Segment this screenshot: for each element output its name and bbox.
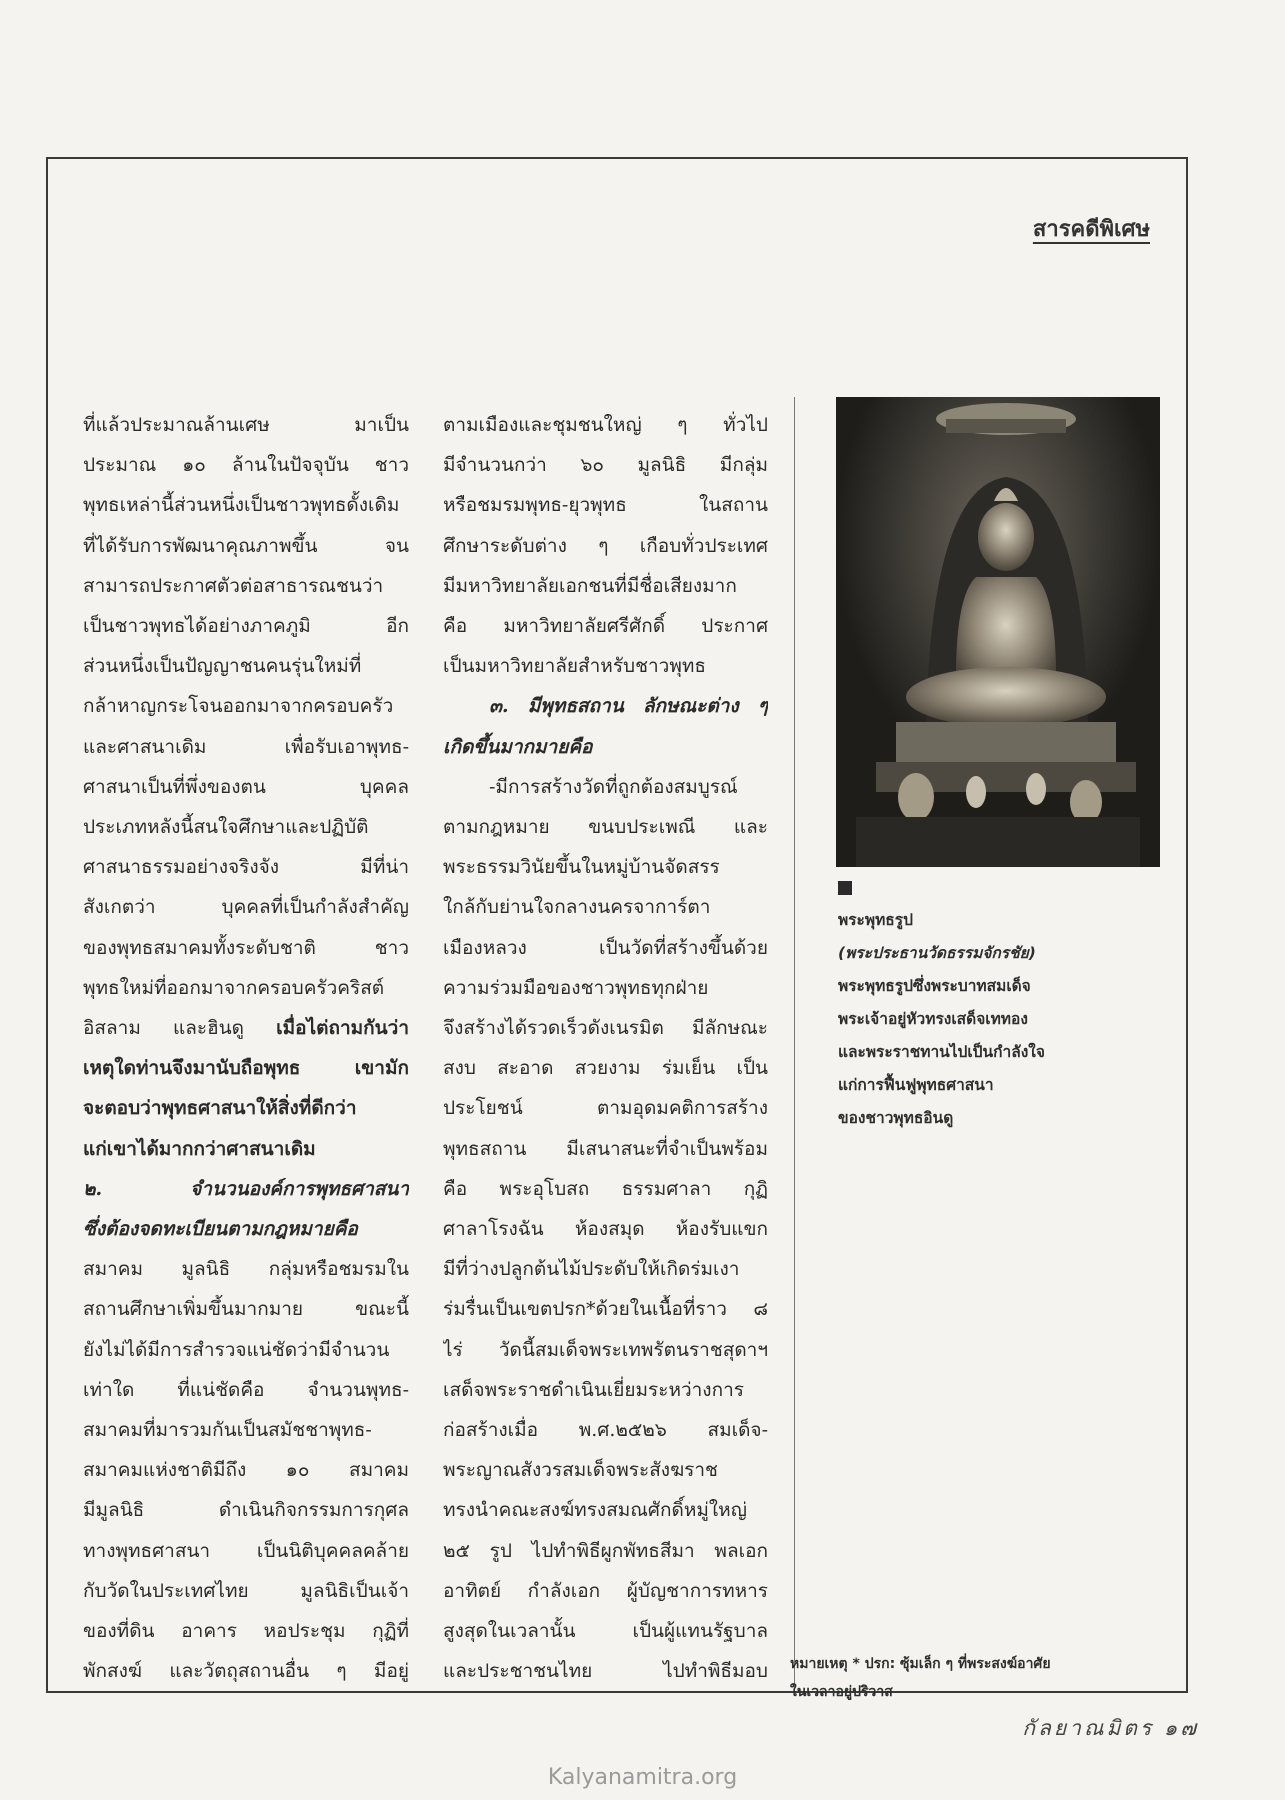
caption-line: ของชาวพุทธอินดู xyxy=(838,1109,954,1127)
text-line: ตามเมืองและชุมชนใหญ่ ๆ ทั่วไป xyxy=(443,414,768,436)
caption-line: แก่การฟื้นฟูพุทธศาสนา xyxy=(838,1076,994,1094)
text-line: ที่แล้วประมาณล้านเศษ มาเป็น xyxy=(83,414,409,436)
section-label: สารคดีพิเศษ xyxy=(1032,217,1150,242)
text-line: พระญาณสังวรสมเด็จพระสังฆราช xyxy=(443,1459,718,1482)
text-line: พุทธใหม่ที่ออกมาจากครอบครัวคริสต์ xyxy=(83,976,385,999)
footnote-line: หมายเหตุ * ปรก: ซุ้มเล็ก ๆ ที่พระสงฆ์อาศัย xyxy=(790,1656,1051,1672)
text-line: สมาคมที่มารวมกันเป็นสมัชชาพุทธ- xyxy=(83,1419,372,1442)
text-line: มีมหาวิทยาลัยเอกชนที่มีชื่อเสียงมาก xyxy=(443,574,737,597)
text-line: สมาคม มูลนิธิ กลุ่มหรือชมรมใน xyxy=(83,1258,409,1281)
text-line: สูงสุดในเวลานั้น เป็นผู้แทนรัฐบาล xyxy=(443,1620,768,1643)
text-line: มีที่ว่างปลูกต้นไม้ประดับให้เกิดร่มเงา xyxy=(443,1258,740,1281)
footnote-line: ในเวลาอยู่ปริวาส xyxy=(790,1684,893,1700)
text-run-bold: เมื่อไต่ถามกันว่า xyxy=(276,1017,409,1040)
text-line: และประชาชนไทย ไปทำพิธีมอบ xyxy=(443,1660,768,1683)
text-line: สงบ สะอาด สวยงาม ร่มเย็น เป็น xyxy=(443,1057,768,1080)
text-run: อิสลาม และฮินดู xyxy=(83,1017,277,1040)
text-line: สามารถประกาศตัวต่อสาธารณชนว่า xyxy=(83,574,384,597)
text-line: เมืองหลวง เป็นวัดที่สร้างขึ้นด้วย xyxy=(443,936,768,959)
text-line: เท่าใด ที่แน่ชัดคือ จำนวนพุทธ- xyxy=(83,1378,409,1401)
text-line: ๓. มีพุทธสถาน ลักษณะต่าง ๆ xyxy=(489,695,768,718)
text-line: ศาสนาเป็นที่พึ่งของตน บุคคล xyxy=(83,775,409,798)
middle-column xyxy=(443,405,768,1692)
text-line: ตามกฎหมาย ขนบประเพณี และ xyxy=(443,816,768,839)
text-line: และศาสนาเดิม เพื่อรับเอาพุทธ- xyxy=(83,735,409,758)
text-line: จึงสร้างได้รวดเร็วดังเนรมิต มีลักษณะ xyxy=(443,1017,768,1040)
text-line: ก่อสร้างเมื่อ พ.ศ.๒๕๒๖ สมเด็จ- xyxy=(443,1419,768,1442)
text-line: พักสงฆ์ และวัตถุสถานอื่น ๆ มีอยู่ xyxy=(83,1660,409,1683)
text-line: มีจำนวนกว่า ๖๐ มูลนิธิ มีกลุ่ม xyxy=(443,454,768,477)
text-line: ยังไม่ได้มีการสำรวจแน่ชัดว่ามีจำนวน xyxy=(83,1338,390,1361)
text-line: ศาสนาธรรมอย่างจริงจัง มีที่น่า xyxy=(83,856,409,879)
buddha-statue-photo xyxy=(836,397,1160,867)
caption-line: และพระราชทานไปเป็นกำลังใจ xyxy=(838,1043,1045,1061)
text-line: ๒๕ รูป ไปทำพิธีผูกพัทธสีมา พลเอก xyxy=(443,1539,768,1562)
text-line: ไร่ วัดนี้สมเด็จพระเทพรัตนราชสุดาฯ xyxy=(443,1338,768,1361)
caption-subtitle: (พระประธานวัดธรรมจักรชัย) xyxy=(838,944,1036,962)
column-divider xyxy=(794,397,795,1687)
text-line: ส่วนหนึ่งเป็นปัญญาชนคนรุ่นใหม่ที่ xyxy=(83,655,362,678)
text-line: เป็นมหาวิทยาลัยสำหรับชาวพุทธ xyxy=(443,655,706,678)
text-line: ที่ได้รับการพัฒนาคุณภาพขึ้น จน xyxy=(83,534,409,557)
page-folio: กัลยาณมิตร ๑๗ xyxy=(1022,1716,1199,1740)
text-line: เป็นชาวพุทธได้อย่างภาคภูมิ อีก xyxy=(83,615,409,638)
caption-title: พระพุทธรูป xyxy=(838,911,913,929)
text-line: กล้าหาญกระโจนออกมาจากครอบครัว xyxy=(83,695,394,718)
text-line: สังเกตว่า บุคคลที่เป็นกำลังสำคัญ xyxy=(83,896,409,919)
text-line: อาทิตย์ กำลังเอก ผู้บัญชาการทหาร xyxy=(443,1579,768,1602)
text-line: ประโยชน์ ตามอุดมคติการสร้าง xyxy=(443,1097,768,1120)
text-line: ประเภทหลังนี้สนใจศึกษาและปฏิบัติ xyxy=(83,816,369,839)
footnote xyxy=(790,1650,1130,1706)
text-line: ทางพุทธศาสนา เป็นนิติบุคคลคล้าย xyxy=(83,1539,409,1562)
text-line: กับวัดในประเทศไทย มูลนิธิเป็นเจ้า xyxy=(83,1579,409,1602)
caption-line: พระเจ้าอยู่หัวทรงเสด็จเททอง xyxy=(838,1010,1028,1028)
photo-caption xyxy=(838,904,1168,1135)
text-line: ความร่วมมือของชาวพุทธทุกฝ่าย xyxy=(443,976,709,999)
watermark: Kalyanamitra.org xyxy=(547,1765,738,1790)
left-column xyxy=(83,405,409,1692)
text-line: เกิดขึ้นมากมายคือ xyxy=(443,735,593,758)
text-line: สถานศึกษาเพิ่มขึ้นมากมาย ขณะนี้ xyxy=(83,1298,409,1321)
text-line: คือ มหาวิทยาลัยศรีศักดิ์ ประกาศ xyxy=(443,615,768,638)
caption-marker xyxy=(838,881,852,895)
text-line: ใกล้กับย่านใจกลางนครจาการ์ตา xyxy=(443,896,711,919)
text-line: พุทธเหล่านี้ส่วนหนึ่งเป็นชาวพุทธดั้งเดิม xyxy=(83,494,400,517)
text-line: ศาลาโรงฉัน ห้องสมุด ห้องรับแขก xyxy=(443,1218,768,1241)
text-line: ๒. จำนวนองค์การพุทธศาสนา xyxy=(83,1177,409,1200)
text-line: ร่มรื่นเป็นเขตปรก*ด้วยในเนื้อที่ราว ๘ xyxy=(443,1298,768,1321)
text-line: จะตอบว่าพุทธศาสนาให้สิ่งที่ดีกว่า xyxy=(83,1097,357,1120)
text-line: พุทธสถาน มีเสนาสนะที่จำเป็นพร้อม xyxy=(443,1137,768,1160)
text-line: เหตุใดท่านจึงมานับถือพุทธ เขามัก xyxy=(83,1057,409,1080)
text-line: พระธรรมวินัยขึ้นในหมู่บ้านจัดสรร xyxy=(443,856,720,879)
page-frame xyxy=(46,157,1188,1693)
text-line: ซึ่งต้องจดทะเบียนตามกฎหมายคือ xyxy=(83,1218,358,1241)
text-line: คือ พระอุโบสถ ธรรมศาลา กุฏิ xyxy=(443,1177,768,1200)
text-line: เสด็จพระราชดำเนินเยี่ยมระหว่างการ xyxy=(443,1378,744,1401)
text-line: ของพุทธสมาคมทั้งระดับชาติ ชาว xyxy=(83,936,409,959)
text-line: ทรงนำคณะสงฆ์ทรงสมณศักดิ์หมู่ใหญ่ xyxy=(443,1499,747,1522)
text-line: ของที่ดิน อาคาร หอประชุม กุฏิที่ xyxy=(83,1620,409,1643)
text-line: ประมาณ ๑๐ ล้านในปัจจุบัน ชาว xyxy=(83,454,409,477)
text-line: หรือชมรมพุทธ-ยุวพุทธ ในสถาน xyxy=(443,494,768,517)
text-line: ศึกษาระดับต่าง ๆ เกือบทั่วประเทศ xyxy=(443,534,768,557)
text-line: แก่เขาได้มากกว่าศาสนาเดิม xyxy=(83,1137,316,1160)
text-line: สมาคมแห่งชาติมีถึง ๑๐ สมาคม xyxy=(83,1459,409,1482)
text-line: มีมูลนิธิ ดำเนินกิจกรรมการกุศล xyxy=(83,1499,409,1522)
caption-line: พระพุทธรูปซึ่งพระบาทสมเด็จ xyxy=(838,977,1031,995)
text-line: -มีการสร้างวัดที่ถูกต้องสมบูรณ์ xyxy=(489,775,738,798)
text-line xyxy=(83,1008,409,1048)
